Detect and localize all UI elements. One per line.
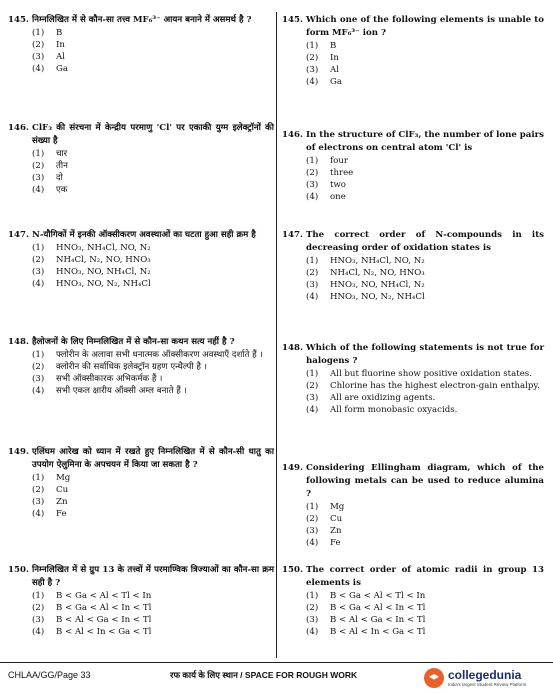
- option: (3) two: [306, 180, 346, 190]
- question-hi-145: [8, 14, 274, 75]
- option: (1) four: [306, 156, 348, 166]
- question-en-148: [282, 342, 544, 416]
- question-text: हैलोजनों के लिए निम्नलिखित में से कौन-सा कथन सत्य नहीं है ?: [32, 337, 235, 347]
- option: (1) All but fluorine show positive oxidation states.: [306, 369, 532, 379]
- question-number: 148.: [282, 343, 303, 353]
- option: (3) Al: [306, 65, 339, 75]
- option: (1) B < Ga < Al < Tl < In: [32, 591, 152, 601]
- option: (2) Cu: [32, 485, 69, 495]
- question-text: The correct order of N-compounds in its decreasing order of oxidation states is: [306, 230, 544, 253]
- question-hi-146: [8, 122, 274, 196]
- question-number: 150.: [282, 565, 303, 575]
- option: (3) HNO₃, NO, NH₄Cl, N₂: [32, 267, 151, 277]
- option: (2) In: [32, 40, 65, 50]
- question-text: एलिंघम आरेख को ध्यान में रखते हुए निम्नलिखित में से कौन-सी धातु का उपयोग ऐलुमिना के अपचयन में किया जा सकता है ?: [32, 447, 274, 470]
- option: (3) B < Al < Ga < In < Tl: [306, 615, 426, 625]
- question-text: निम्नलिखित में से ग्रुप 13 के तत्त्वों में परमाण्विक त्रिज्याओं का कौन-सा क्रम सही है ?: [32, 565, 274, 588]
- option: (3) Zn: [306, 526, 342, 536]
- option: (2) B < Ga < Al < In < Tl: [32, 603, 152, 613]
- question-number: 146.: [282, 130, 303, 140]
- question-number: 148.: [8, 337, 29, 347]
- question-text: ClF₃ की संरचना में केन्द्रीय परमाणु 'Cl' पर एकाकी युग्म इलेक्ट्रॉनों की संख्या है: [32, 123, 274, 146]
- option: (2) In: [306, 53, 339, 63]
- option: (4) Fe: [32, 509, 67, 519]
- question-text: In the structure of ClF₃, the number of lone pairs of electrons on central atom 'Cl' is: [306, 130, 544, 153]
- question-hi-149: [8, 446, 274, 520]
- logo-tagline: India's largest Student Review Platform: [448, 681, 527, 687]
- question-hi-148: [8, 336, 274, 397]
- option: (2) NH₄Cl, N₂, NO, HNO₃: [32, 255, 151, 265]
- question-text: निम्नलिखित में से कौन-सा तत्त्व MF₆³⁻ आयन बनाने में असमर्थ है ?: [32, 15, 252, 25]
- option: (1) चार: [32, 149, 68, 159]
- option: (3) Zn: [32, 497, 68, 507]
- option: (1) B: [306, 41, 337, 51]
- question-number: 149.: [8, 447, 29, 457]
- option: (4) एक: [32, 185, 68, 195]
- question-number: 150.: [8, 565, 29, 575]
- page-footer: [0, 662, 553, 693]
- question-number: 145.: [8, 15, 29, 25]
- option: (4) Fe: [306, 538, 341, 548]
- option: (2) NH₄Cl, N₂, NO, HNO₃: [306, 268, 425, 278]
- option: (4) one: [306, 192, 346, 202]
- option: (1) HNO₃, NH₄Cl, NO, N₂: [32, 243, 151, 253]
- question-en-146: [282, 129, 544, 203]
- option: (3) सभी ऑक्सीकारक अभिकर्मक हैं ।: [32, 374, 163, 384]
- option: (2) B < Ga < Al < In < Tl: [306, 603, 426, 613]
- question-text: Which one of the following elements is unable to form MF₆³⁻ ion ?: [306, 15, 544, 38]
- option: (3) दो: [32, 173, 63, 183]
- option: (4) सभी एकल क्षारीय ऑक्सी अम्ल बनाते हैं ।: [32, 386, 187, 396]
- question-number: 147.: [8, 230, 29, 240]
- option: (1) Mg: [32, 473, 71, 483]
- question-text: The correct order of atomic radii in group 13 elements is: [306, 565, 544, 588]
- question-en-149: [282, 462, 544, 549]
- collegedunia-logo: [424, 668, 526, 688]
- option: (3) B < Al < Ga < In < Tl: [32, 615, 152, 625]
- page-code: CHLAA/GG/Page 33: [8, 670, 91, 680]
- option: (1) फ्लोरीन के अलावा सभी धनात्मक ऑक्सीकरण अवस्थाएँ दर्शाते हैं ।: [32, 350, 263, 360]
- option: (1) HNO₃, NH₄Cl, NO, N₂: [306, 256, 425, 266]
- option: (1) Mg: [306, 502, 345, 512]
- question-text: Which of the following statements is not true for halogens ?: [306, 343, 544, 366]
- column-divider: [276, 12, 277, 658]
- option: (4) B < Al < In < Ga < Tl: [306, 627, 426, 637]
- question-number: 147.: [282, 230, 303, 240]
- option: (3) All are oxidizing agents.: [306, 393, 436, 403]
- option: (3) Al: [32, 52, 65, 62]
- question-en-145: [282, 14, 544, 88]
- option: (2) three: [306, 168, 354, 178]
- question-hi-147: [8, 229, 274, 290]
- question-text: Considering Ellingham diagram, which of the following metals can be used to reduce alumina ?: [306, 463, 544, 499]
- option: (4) Ga: [306, 77, 342, 87]
- logo-name: collegedunia: [448, 667, 522, 682]
- option: (4) All form monobasic oxyacids.: [306, 405, 458, 415]
- option: (2) Chlorine has the highest electron-gain enthalpy.: [306, 381, 540, 391]
- rough-work-label: रफ कार्य के लिए स्थान / SPACE FOR ROUGH WORK: [170, 670, 358, 680]
- option: (3) HNO₃, NO, NH₄Cl, N₂: [306, 280, 425, 290]
- option: (4) B < Al < In < Ga < Tl: [32, 627, 152, 637]
- option: (2) क्लोरीन की सर्वाधिक इलेक्ट्रॉन ग्रहण एन्थैल्पी है ।: [32, 362, 207, 372]
- question-number: 149.: [282, 463, 303, 473]
- question-text: N-यौगिकों में इनकी ऑक्सीकरण अवस्थाओं का घटता हुआ सही क्रम है: [32, 230, 256, 240]
- question-en-147: [282, 229, 544, 303]
- option: (4) HNO₃, NO, N₂, NH₄Cl: [32, 279, 151, 289]
- question-number: 145.: [282, 15, 303, 25]
- option: (2) Cu: [306, 514, 343, 524]
- option: (1) B < Ga < Al < Tl < In: [306, 591, 426, 601]
- question-en-150: [282, 564, 544, 638]
- question-number: 146.: [8, 123, 29, 133]
- question-hi-150: [8, 564, 274, 638]
- option: (4) HNO₃, NO, N₂, NH₄Cl: [306, 292, 425, 302]
- option: (2) तीन: [32, 161, 68, 171]
- option: (4) Ga: [32, 64, 68, 74]
- option: (1) B: [32, 28, 63, 38]
- graduation-cap-icon: [424, 668, 444, 688]
